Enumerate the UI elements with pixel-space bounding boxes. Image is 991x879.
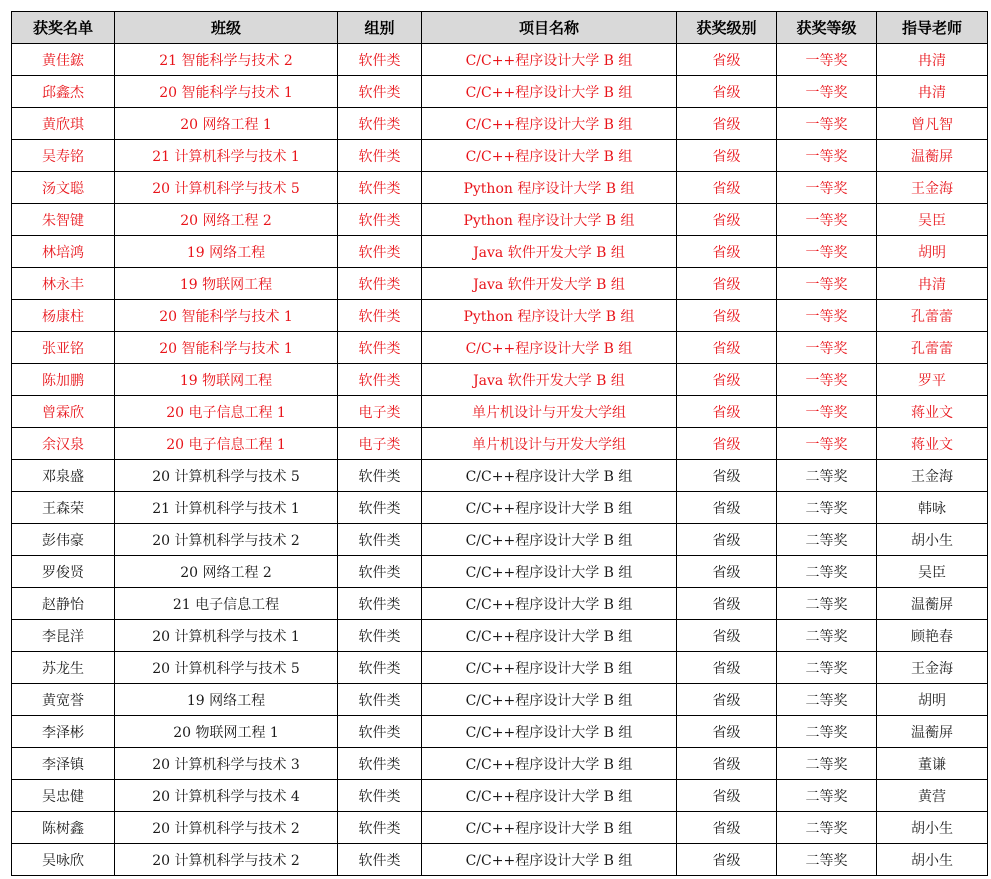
cell-advisor: 冉清 <box>877 44 988 76</box>
cell-award-level: 省级 <box>677 492 777 524</box>
cell-class: 19 物联网工程 <box>115 268 338 300</box>
cell-winner-name: 陈加鹏 <box>12 364 115 396</box>
cell-award-level: 省级 <box>677 716 777 748</box>
cell-class: 20 物联网工程 1 <box>115 716 338 748</box>
cell-class: 20 计算机科学与技术 1 <box>115 620 338 652</box>
table-row <box>12 76 988 108</box>
cell-class: 20 智能科学与技术 1 <box>115 300 338 332</box>
cell-winner-name: 朱智键 <box>12 204 115 236</box>
table-row <box>12 492 988 524</box>
cell-project-name: Java 软件开发大学 B 组 <box>422 268 677 300</box>
cell-advisor: 王金海 <box>877 172 988 204</box>
cell-project-name: C/C++程序设计大学 B 组 <box>422 748 677 780</box>
cell-advisor: 温蘅屏 <box>877 716 988 748</box>
cell-class: 21 电子信息工程 <box>115 588 338 620</box>
cell-winner-name: 黄宽誉 <box>12 684 115 716</box>
cell-advisor: 温蘅屏 <box>877 140 988 172</box>
cell-award-level: 省级 <box>677 236 777 268</box>
header-project-name: 项目名称 <box>422 12 677 44</box>
cell-winner-name: 苏龙生 <box>12 652 115 684</box>
cell-project-name: C/C++程序设计大学 B 组 <box>422 76 677 108</box>
table-row <box>12 300 988 332</box>
header-advisor: 指导老师 <box>877 12 988 44</box>
cell-winner-name: 汤文聪 <box>12 172 115 204</box>
cell-project-name: 单片机设计与开发大学组 <box>422 396 677 428</box>
cell-project-name: C/C++程序设计大学 B 组 <box>422 492 677 524</box>
table-row <box>12 556 988 588</box>
cell-class: 20 智能科学与技术 1 <box>115 76 338 108</box>
cell-award-grade: 一等奖 <box>777 396 877 428</box>
cell-award-level: 省级 <box>677 780 777 812</box>
header-group: 组别 <box>338 12 422 44</box>
cell-project-name: C/C++程序设计大学 B 组 <box>422 332 677 364</box>
cell-group: 软件类 <box>338 588 422 620</box>
cell-award-grade: 二等奖 <box>777 524 877 556</box>
cell-award-level: 省级 <box>677 268 777 300</box>
cell-group: 软件类 <box>338 620 422 652</box>
cell-advisor: 温蘅屏 <box>877 588 988 620</box>
header-row <box>12 12 988 44</box>
cell-award-grade: 一等奖 <box>777 428 877 460</box>
cell-award-level: 省级 <box>677 844 777 876</box>
cell-project-name: C/C++程序设计大学 B 组 <box>422 684 677 716</box>
cell-project-name: C/C++程序设计大学 B 组 <box>422 140 677 172</box>
cell-award-grade: 二等奖 <box>777 556 877 588</box>
cell-class: 20 计算机科学与技术 2 <box>115 844 338 876</box>
cell-class: 20 电子信息工程 1 <box>115 428 338 460</box>
cell-group: 软件类 <box>338 492 422 524</box>
cell-project-name: Python 程序设计大学 B 组 <box>422 204 677 236</box>
cell-advisor: 蒋业文 <box>877 396 988 428</box>
cell-group: 软件类 <box>338 812 422 844</box>
cell-class: 20 电子信息工程 1 <box>115 396 338 428</box>
cell-advisor: 曾凡智 <box>877 108 988 140</box>
cell-award-level: 省级 <box>677 556 777 588</box>
cell-class: 20 计算机科学与技术 3 <box>115 748 338 780</box>
cell-class: 21 计算机科学与技术 1 <box>115 140 338 172</box>
cell-advisor: 韩咏 <box>877 492 988 524</box>
cell-class: 20 计算机科学与技术 4 <box>115 780 338 812</box>
cell-class: 20 计算机科学与技术 5 <box>115 172 338 204</box>
table-row <box>12 812 988 844</box>
table-row <box>12 652 988 684</box>
cell-project-name: C/C++程序设计大学 B 组 <box>422 524 677 556</box>
cell-award-level: 省级 <box>677 44 777 76</box>
table-row <box>12 684 988 716</box>
cell-class: 20 网络工程 2 <box>115 556 338 588</box>
cell-winner-name: 吴忠健 <box>12 780 115 812</box>
cell-award-level: 省级 <box>677 300 777 332</box>
cell-advisor: 吴臣 <box>877 204 988 236</box>
cell-advisor: 胡小生 <box>877 812 988 844</box>
header-award-grade: 获奖等级 <box>777 12 877 44</box>
cell-class: 19 网络工程 <box>115 684 338 716</box>
cell-group: 软件类 <box>338 76 422 108</box>
cell-advisor: 冉清 <box>877 76 988 108</box>
cell-award-grade: 二等奖 <box>777 716 877 748</box>
cell-advisor: 孔蕾蕾 <box>877 300 988 332</box>
cell-winner-name: 黄欣琪 <box>12 108 115 140</box>
cell-project-name: C/C++程序设计大学 B 组 <box>422 652 677 684</box>
cell-award-level: 省级 <box>677 204 777 236</box>
award-table <box>11 11 988 876</box>
award-table-header <box>12 12 988 44</box>
cell-award-grade: 一等奖 <box>777 204 877 236</box>
cell-award-level: 省级 <box>677 652 777 684</box>
cell-award-grade: 二等奖 <box>777 460 877 492</box>
table-row <box>12 204 988 236</box>
table-row <box>12 588 988 620</box>
cell-group: 软件类 <box>338 716 422 748</box>
table-row <box>12 460 988 492</box>
cell-group: 软件类 <box>338 684 422 716</box>
cell-award-level: 省级 <box>677 396 777 428</box>
table-row <box>12 44 988 76</box>
cell-project-name: C/C++程序设计大学 B 组 <box>422 588 677 620</box>
cell-class: 19 物联网工程 <box>115 364 338 396</box>
cell-winner-name: 林培鸿 <box>12 236 115 268</box>
cell-award-grade: 一等奖 <box>777 108 877 140</box>
cell-project-name: C/C++程序设计大学 B 组 <box>422 556 677 588</box>
cell-group: 软件类 <box>338 524 422 556</box>
cell-award-grade: 一等奖 <box>777 364 877 396</box>
table-row <box>12 268 988 300</box>
cell-winner-name: 曾霖欣 <box>12 396 115 428</box>
table-row <box>12 140 988 172</box>
cell-group: 软件类 <box>338 780 422 812</box>
cell-project-name: C/C++程序设计大学 B 组 <box>422 44 677 76</box>
cell-group: 软件类 <box>338 140 422 172</box>
cell-group: 软件类 <box>338 364 422 396</box>
cell-advisor: 王金海 <box>877 460 988 492</box>
cell-class: 20 计算机科学与技术 5 <box>115 460 338 492</box>
header-winner-name: 获奖名单 <box>12 12 115 44</box>
cell-winner-name: 李泽彬 <box>12 716 115 748</box>
cell-winner-name: 邓泉盛 <box>12 460 115 492</box>
cell-advisor: 孔蕾蕾 <box>877 332 988 364</box>
cell-award-grade: 一等奖 <box>777 172 877 204</box>
cell-award-level: 省级 <box>677 812 777 844</box>
cell-project-name: Python 程序设计大学 B 组 <box>422 172 677 204</box>
cell-award-level: 省级 <box>677 364 777 396</box>
cell-advisor: 蒋业文 <box>877 428 988 460</box>
cell-project-name: C/C++程序设计大学 B 组 <box>422 844 677 876</box>
award-list-sheet <box>11 11 988 876</box>
cell-group: 软件类 <box>338 300 422 332</box>
cell-advisor: 吴臣 <box>877 556 988 588</box>
cell-class: 20 计算机科学与技术 2 <box>115 812 338 844</box>
cell-class: 20 智能科学与技术 1 <box>115 332 338 364</box>
cell-award-level: 省级 <box>677 748 777 780</box>
cell-award-grade: 二等奖 <box>777 844 877 876</box>
table-row <box>12 396 988 428</box>
cell-award-grade: 一等奖 <box>777 140 877 172</box>
cell-class: 21 计算机科学与技术 1 <box>115 492 338 524</box>
cell-winner-name: 王森荣 <box>12 492 115 524</box>
table-row <box>12 620 988 652</box>
cell-award-grade: 一等奖 <box>777 268 877 300</box>
cell-group: 软件类 <box>338 108 422 140</box>
cell-group: 软件类 <box>338 268 422 300</box>
table-row <box>12 844 988 876</box>
cell-award-grade: 一等奖 <box>777 44 877 76</box>
cell-group: 软件类 <box>338 748 422 780</box>
cell-winner-name: 吴咏欣 <box>12 844 115 876</box>
cell-group: 软件类 <box>338 460 422 492</box>
cell-award-grade: 二等奖 <box>777 812 877 844</box>
cell-group: 软件类 <box>338 332 422 364</box>
cell-winner-name: 黄佳鋐 <box>12 44 115 76</box>
cell-winner-name: 陈树鑫 <box>12 812 115 844</box>
cell-award-level: 省级 <box>677 524 777 556</box>
table-row <box>12 172 988 204</box>
cell-winner-name: 李泽镇 <box>12 748 115 780</box>
table-row <box>12 748 988 780</box>
cell-advisor: 罗平 <box>877 364 988 396</box>
cell-group: 软件类 <box>338 204 422 236</box>
header-award-level: 获奖级别 <box>677 12 777 44</box>
cell-award-level: 省级 <box>677 172 777 204</box>
cell-class: 20 计算机科学与技术 2 <box>115 524 338 556</box>
cell-advisor: 顾艳春 <box>877 620 988 652</box>
cell-project-name: C/C++程序设计大学 B 组 <box>422 460 677 492</box>
table-row <box>12 364 988 396</box>
cell-class: 20 网络工程 2 <box>115 204 338 236</box>
cell-project-name: C/C++程序设计大学 B 组 <box>422 716 677 748</box>
cell-award-grade: 一等奖 <box>777 300 877 332</box>
cell-group: 软件类 <box>338 236 422 268</box>
cell-group: 软件类 <box>338 652 422 684</box>
cell-winner-name: 杨康柱 <box>12 300 115 332</box>
cell-award-grade: 二等奖 <box>777 684 877 716</box>
cell-group: 软件类 <box>338 172 422 204</box>
cell-winner-name: 彭伟豪 <box>12 524 115 556</box>
cell-group: 软件类 <box>338 44 422 76</box>
cell-award-level: 省级 <box>677 76 777 108</box>
table-row <box>12 524 988 556</box>
cell-award-level: 省级 <box>677 140 777 172</box>
cell-advisor: 胡明 <box>877 684 988 716</box>
table-row <box>12 428 988 460</box>
cell-award-grade: 二等奖 <box>777 492 877 524</box>
cell-group: 电子类 <box>338 396 422 428</box>
cell-advisor: 王金海 <box>877 652 988 684</box>
table-row <box>12 780 988 812</box>
cell-project-name: Python 程序设计大学 B 组 <box>422 300 677 332</box>
cell-advisor: 冉清 <box>877 268 988 300</box>
cell-project-name: Java 软件开发大学 B 组 <box>422 236 677 268</box>
cell-award-grade: 二等奖 <box>777 588 877 620</box>
cell-project-name: 单片机设计与开发大学组 <box>422 428 677 460</box>
cell-award-grade: 二等奖 <box>777 652 877 684</box>
cell-winner-name: 张亚铭 <box>12 332 115 364</box>
cell-project-name: C/C++程序设计大学 B 组 <box>422 812 677 844</box>
cell-class: 19 网络工程 <box>115 236 338 268</box>
cell-advisor: 胡小生 <box>877 844 988 876</box>
cell-award-grade: 二等奖 <box>777 748 877 780</box>
cell-advisor: 胡明 <box>877 236 988 268</box>
table-row <box>12 332 988 364</box>
cell-project-name: C/C++程序设计大学 B 组 <box>422 620 677 652</box>
cell-group: 软件类 <box>338 844 422 876</box>
cell-award-grade: 二等奖 <box>777 620 877 652</box>
cell-winner-name: 吴寿铭 <box>12 140 115 172</box>
cell-project-name: Java 软件开发大学 B 组 <box>422 364 677 396</box>
cell-group: 软件类 <box>338 556 422 588</box>
cell-award-grade: 二等奖 <box>777 780 877 812</box>
cell-award-level: 省级 <box>677 428 777 460</box>
cell-award-level: 省级 <box>677 684 777 716</box>
cell-award-level: 省级 <box>677 108 777 140</box>
cell-advisor: 黄营 <box>877 780 988 812</box>
cell-award-level: 省级 <box>677 620 777 652</box>
cell-winner-name: 邱鑫杰 <box>12 76 115 108</box>
award-table-body <box>12 44 988 876</box>
cell-project-name: C/C++程序设计大学 B 组 <box>422 780 677 812</box>
cell-winner-name: 罗俊贤 <box>12 556 115 588</box>
cell-project-name: C/C++程序设计大学 B 组 <box>422 108 677 140</box>
cell-award-grade: 一等奖 <box>777 76 877 108</box>
table-row <box>12 716 988 748</box>
cell-winner-name: 赵静怡 <box>12 588 115 620</box>
header-class: 班级 <box>115 12 338 44</box>
cell-advisor: 董谦 <box>877 748 988 780</box>
cell-winner-name: 余汉泉 <box>12 428 115 460</box>
cell-winner-name: 林永丰 <box>12 268 115 300</box>
cell-award-level: 省级 <box>677 460 777 492</box>
table-row <box>12 108 988 140</box>
table-row <box>12 236 988 268</box>
cell-award-level: 省级 <box>677 588 777 620</box>
cell-award-grade: 一等奖 <box>777 332 877 364</box>
cell-award-grade: 一等奖 <box>777 236 877 268</box>
cell-award-level: 省级 <box>677 332 777 364</box>
cell-advisor: 胡小生 <box>877 524 988 556</box>
cell-class: 20 计算机科学与技术 5 <box>115 652 338 684</box>
cell-group: 电子类 <box>338 428 422 460</box>
cell-class: 20 网络工程 1 <box>115 108 338 140</box>
cell-class: 21 智能科学与技术 2 <box>115 44 338 76</box>
cell-winner-name: 李昆洋 <box>12 620 115 652</box>
